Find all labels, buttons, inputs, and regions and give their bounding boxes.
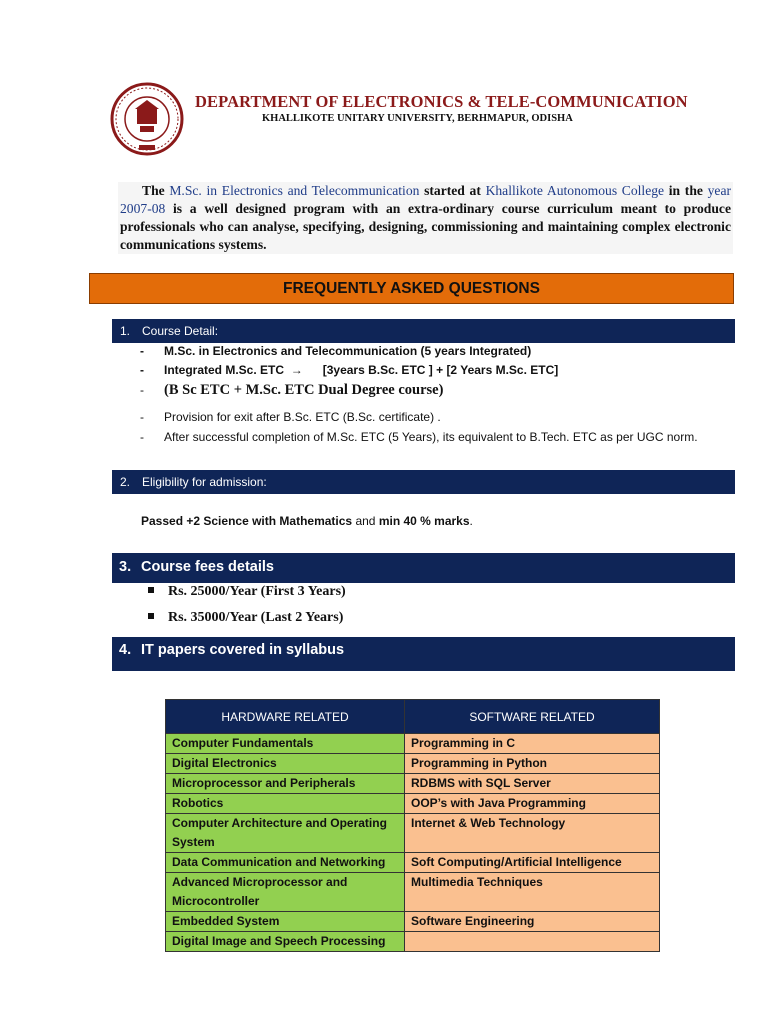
software-cell: Programming in Python [405, 754, 660, 774]
table-row [166, 754, 660, 774]
list-item: - (B Sc ETC + M.Sc. ETC Dual Degree course) [140, 382, 444, 398]
table-row [166, 814, 660, 853]
software-cell: Software Engineering [405, 912, 660, 932]
intro-paragraph: The M.Sc. in Electronics and Telecommunication started at Khallikote Autonomous College in the year 2007-08 is a well designed program with an extra-ordinary course curriculum meant to produce professionals who can analyse, specifying, designing, commissioning and maintaining complex electronic communications systems. [120, 183, 732, 252]
syllabus-table [165, 699, 660, 952]
column-header-software: SOFTWARE RELATED [405, 700, 660, 734]
fee-item: Rs. 25000/Year (First 3 Years) [148, 584, 346, 600]
hardware-cell: Robotics [166, 794, 405, 814]
hardware-cell: Digital Electronics [166, 754, 405, 774]
software-cell [405, 932, 660, 952]
hardware-cell: Digital Image and Speech Processing [166, 932, 405, 952]
table-row [166, 932, 660, 952]
software-cell: Multimedia Techniques [405, 873, 660, 912]
hardware-cell: Computer Fundamentals [166, 734, 405, 754]
software-cell: Soft Computing/Artificial Intelligence [405, 853, 660, 873]
table-row [166, 774, 660, 794]
hardware-cell: Microprocessor and Peripherals [166, 774, 405, 794]
hardware-cell: Data Communication and Networking [166, 853, 405, 873]
list-item: - Provision for exit after B.Sc. ETC (B.Sc. certificate) . [140, 410, 441, 424]
department-title: DEPARTMENT OF ELECTRONICS & TELE-COMMUNICATION [195, 92, 688, 111]
university-subtitle: KHALLIKOTE UNITARY UNIVERSITY, BERHMAPUR, ODISHA [262, 113, 573, 124]
column-header-hardware: HARDWARE RELATED [166, 700, 405, 734]
table-row [166, 734, 660, 754]
hardware-cell: Computer Architecture and Operating System [166, 814, 405, 853]
list-item: - M.Sc. in Electronics and Telecommunication (5 years Integrated) [140, 344, 532, 358]
arrow-icon: → [290, 363, 303, 377]
software-cell: OOP’s with Java Programming [405, 794, 660, 814]
faq-heading: FREQUENTLY ASKED QUESTIONS [89, 273, 734, 304]
list-item: - After successful completion of M.Sc. ETC (5 Years), its equivalent to B.Tech. ETC as per UGC norm. [140, 430, 698, 444]
software-cell: Internet & Web Technology [405, 814, 660, 853]
university-seal-icon [110, 82, 184, 156]
college-name: Khallikote Autonomous College [485, 183, 665, 198]
hardware-cell: Advanced Microprocessor and Microcontroller [166, 873, 405, 912]
table-row [166, 873, 660, 912]
section-eligibility: 2. Eligibility for admission: [112, 470, 735, 494]
fee-item: Rs. 35000/Year (Last 2 Years) [148, 610, 343, 626]
table-header-row [166, 700, 660, 734]
section-course-fees: 3. Course fees details [112, 553, 735, 583]
section-it-papers: 4. IT papers covered in syllabus [112, 637, 735, 671]
eligibility-text: Passed +2 Science with Mathematics and min 40 % marks. [141, 514, 473, 528]
program-name: M.Sc. in Electronics and Telecommunication [169, 183, 420, 198]
list-item: - Integrated M.Sc. ETC → [3years B.Sc. ETC ] + [2 Years M.Sc. ETC] [140, 363, 559, 377]
start-year: year 2007-08 [120, 183, 732, 216]
hardware-cell: Embedded System [166, 912, 405, 932]
table-row [166, 912, 660, 932]
software-cell: RDBMS with SQL Server [405, 774, 660, 794]
software-cell: Programming in C [405, 734, 660, 754]
section-course-detail: 1. Course Detail: [112, 319, 735, 343]
table-row [166, 853, 660, 873]
table-row [166, 794, 660, 814]
